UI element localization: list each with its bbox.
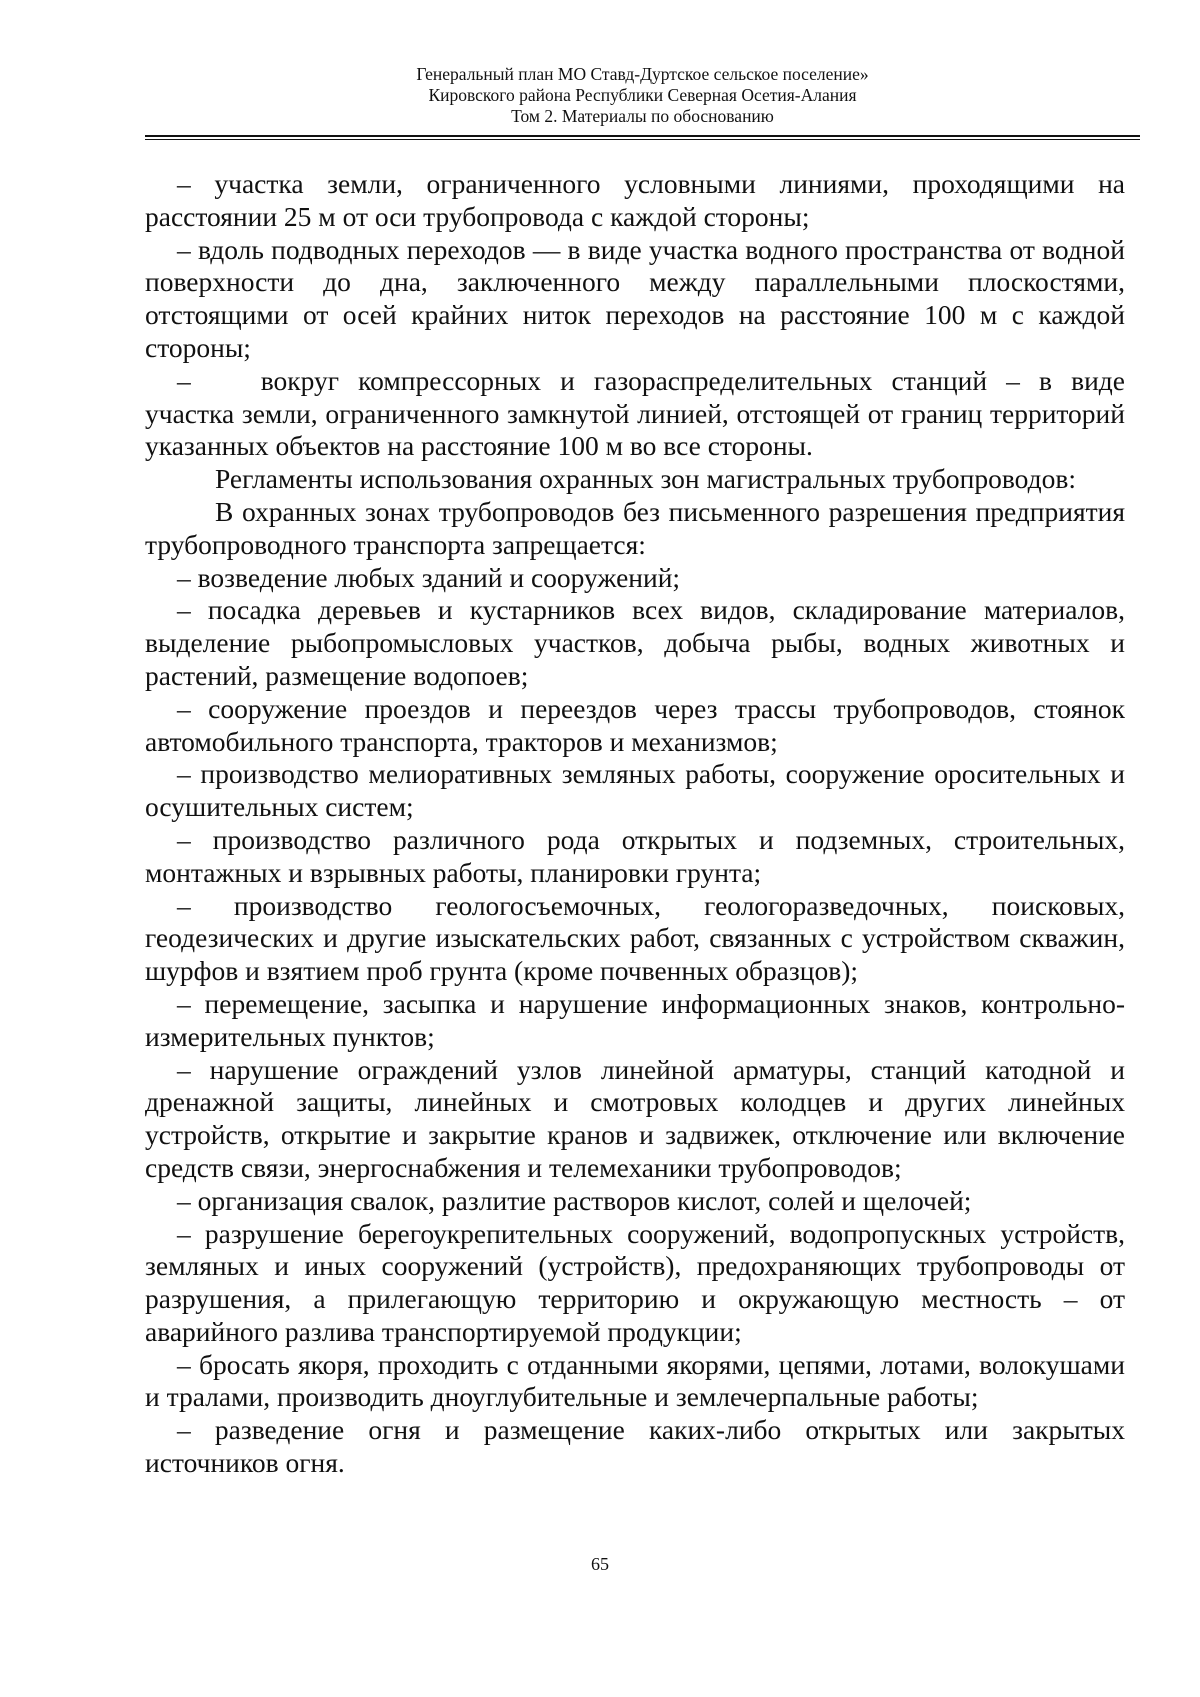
document-body	[145, 168, 1125, 1480]
paragraph: – бросать якоря, проходить с отданными якорями, цепями, лотами, волокушами и тралами, производить дноуглубительные и землечерпальные работы;	[145, 1348, 1125, 1413]
paragraph: – разрушение берегоукрепительных сооружений, водопропускных устройств, земляных и иных сооружений (устройств), предохраняющих трубопроводы от разрушения, а прилегающую территорию и окружающую местность – от аварийного разлива транспортируемой продукции;	[145, 1217, 1125, 1347]
paragraph: – нарушение ограждений узлов линейной арматуры, станций катодной и дренажной защиты, линейных и смотровых колодцев и других линейных устройств, открытие и закрытие кранов и задвижек, отключение или включение средств связи, энергоснабжения и телемеханики трубопроводов;	[145, 1053, 1125, 1183]
paragraph: – производство различного рода открытых и подземных, строительных, монтажных и взрывных работы, планировки грунта;	[145, 823, 1125, 888]
paragraph: – сооружение проездов и переездов через трассы трубопроводов, стоянок автомобильного транспорта, тракторов и механизмов;	[145, 692, 1125, 757]
paragraph	[145, 365, 1125, 463]
page-header	[145, 64, 1140, 127]
paragraph: В охранных зонах трубопроводов без письменного разрешения предприятия трубопроводного транспорта запрещается:	[145, 495, 1125, 560]
paragraph: – производство геологосъемочных, геологоразведочных, поисковых, геодезических и другие изыскательских работ, связанных с устройством скважин, шурфов и взятием проб грунта (кроме почвенных образцов);	[145, 889, 1125, 987]
header-line-3: Том 2. Материалы по обоснованию	[511, 106, 774, 126]
paragraph: – участка земли, ограниченного условными линиями, проходящими на расстоянии 25 м от оси трубопровода с каждой стороны;	[145, 168, 1125, 232]
paragraph: – производство мелиоративных земляных работы, сооружение оросительных и осушительных систем;	[145, 758, 1125, 823]
paragraph: – перемещение, засыпка и нарушение информационных знаков, контрольно-измерительных пунктов;	[145, 987, 1125, 1052]
paragraph: – вдоль подводных переходов — в виде участка водного пространства от водной поверхности до дна, заключенного между параллельными плоскостями, отстоящими от осей крайних ниток переходов на расстояние 100 м с каждой стороны;	[145, 233, 1125, 363]
header-line-1: Генеральный план МО Ставд-Дуртское сельское поселение»	[416, 64, 869, 84]
paragraph: – возведение любых зданий и сооружений;	[177, 561, 681, 593]
paragraph: – посадка деревьев и кустарников всех видов, складирование материалов, выделение рыбопромысловых участков, добыча рыбы, водных животных и растений, размещение водопоев;	[145, 594, 1125, 691]
paragraph-text: вокруг компрессорных и газораспределительных станций – в виде участка земли, ограниченного замкнутой линией, отстоящей от границ территорий указанных объектов на расстояние 100 м во все стороны.	[145, 364, 1125, 462]
header-line-2: Кировского района Республики Северная Осетия-Алания	[428, 85, 857, 105]
header-divider	[145, 135, 1140, 140]
dash-marker: –	[177, 364, 191, 396]
paragraph: Регламенты использования охранных зон магистральных трубопроводов:	[215, 463, 1076, 495]
page-number: 65	[591, 1554, 609, 1574]
paragraph: – организация свалок, разлитие растворов кислот, солей и щелочей;	[177, 1184, 972, 1216]
paragraph: – разведение огня и размещение каких-либо открытых или закрытых источников огня.	[145, 1414, 1125, 1479]
